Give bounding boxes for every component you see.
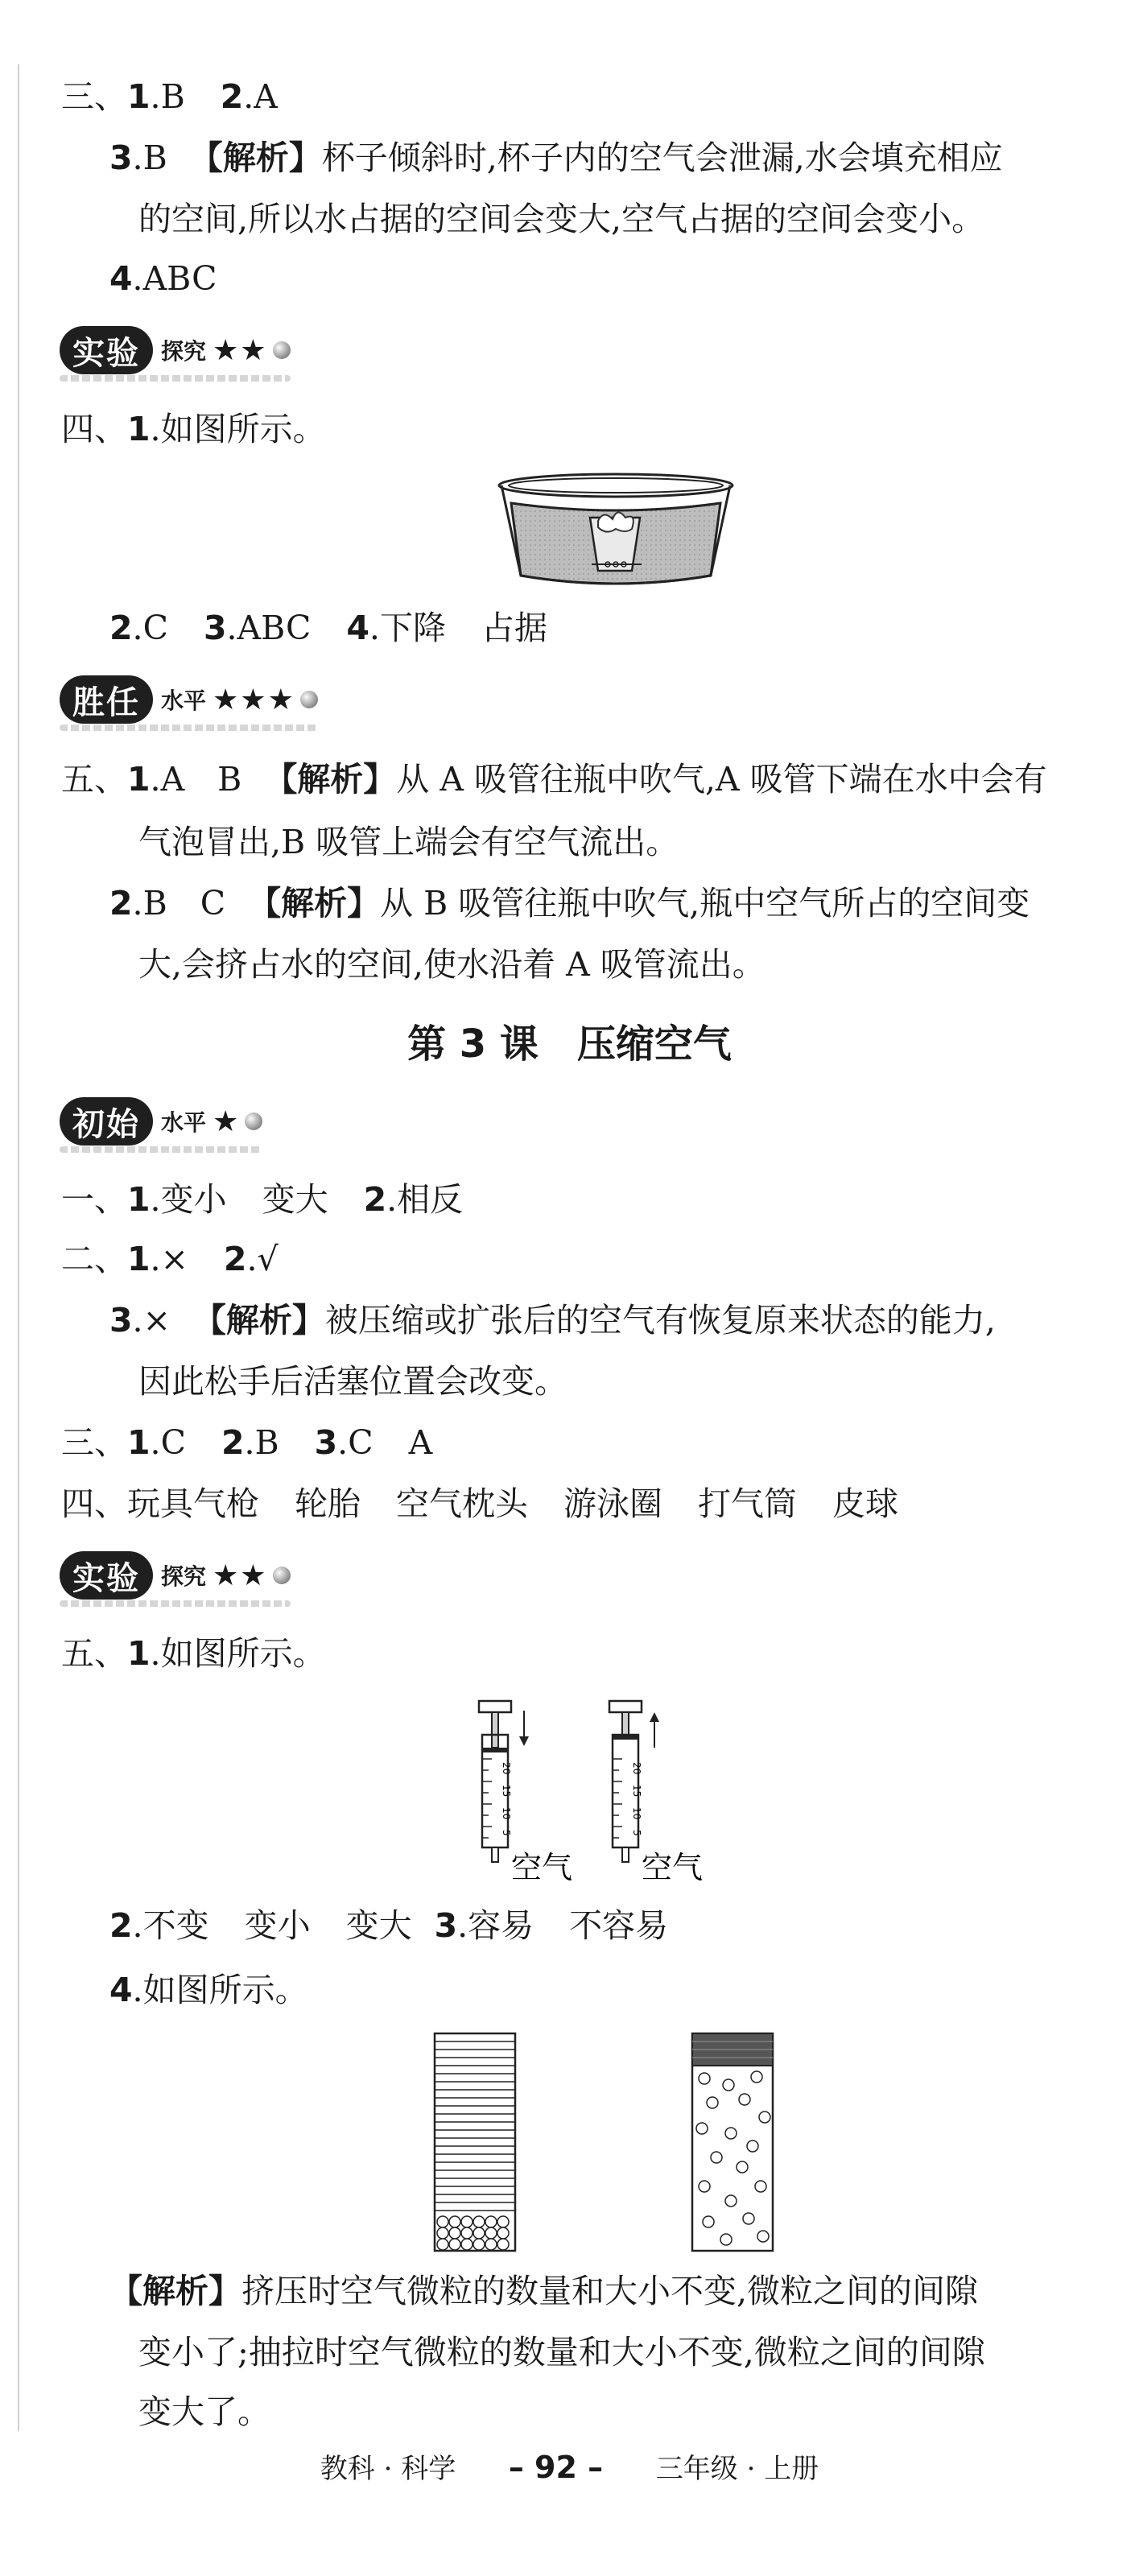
L3-s1: 一、1.变小 变大 2.相反 <box>61 1180 464 1219</box>
section-badge-experiment <box>60 324 291 377</box>
answer-item: 空气枕头 <box>396 1484 528 1523</box>
tick-label: 10 <box>501 1807 512 1820</box>
footer-grade: 三年级 · 上册 <box>655 2453 819 2485</box>
L3-s5-q1: 五、1.如图所示。 <box>61 1634 326 1673</box>
L3-s5-q4: 4.如图所示。 <box>109 1971 308 2009</box>
syringe-air-label: 空气 <box>511 1850 573 1885</box>
answer-item: 玩具气枪 <box>127 1484 259 1523</box>
expanded-tube <box>692 2033 773 2251</box>
tick-label: 5 <box>631 1830 642 1836</box>
s3-q3-cont: 的空间,所以水占据的空间会变大,空气占据的空间会变小。 <box>138 200 985 238</box>
badge-title: 初始 <box>60 1097 153 1146</box>
answer-item: 打气筒 <box>698 1484 797 1523</box>
s4-q2-q4: 2.C 3.ABC 4.下降 占据 <box>109 609 547 647</box>
badge-subtitle: 水平 <box>161 687 207 714</box>
L3-s2-q3: 3.× 【解析】被压缩或扩张后的空气有恢复原来状态的能力, <box>109 1301 996 1340</box>
s3-q3: 3.B 【解析】杯子倾斜时,杯子内的空气会泄漏,水会填充相应 <box>109 138 1003 177</box>
basin-cup-figure <box>495 471 737 592</box>
s3-q1-q2: 三、1.B 2.A <box>61 77 278 116</box>
L3-analysis-line1: 【解析】挤压时空气微粒的数量和大小不变,微粒之间的间隙 <box>109 2272 979 2310</box>
tick-label: 5 <box>501 1830 512 1836</box>
section-badge-competent <box>60 673 318 726</box>
star-rating: ★★ <box>213 1558 268 1592</box>
syringe-figure <box>471 1695 728 1888</box>
s3-q4: 4.ABC <box>109 259 217 298</box>
particle-figure <box>427 2029 805 2254</box>
tick-label: 10 <box>631 1807 642 1820</box>
wave-divider <box>60 1600 291 1607</box>
L3-s4: 四、玩具气枪 轮胎 空气枕头 游泳圈 打气筒 皮球 <box>61 1484 898 1523</box>
wave-divider <box>60 1146 262 1153</box>
wave-divider <box>60 375 291 382</box>
page-footer <box>0 2447 1139 2489</box>
s4-q1: 四、1.如图所示。 <box>61 410 326 448</box>
arrow-down-icon <box>519 1736 529 1746</box>
tick-label: 15 <box>631 1785 642 1798</box>
compressed-tube <box>435 2033 515 2251</box>
arrow-up-icon <box>650 1712 659 1722</box>
badge-subtitle: 探究 <box>161 1563 207 1590</box>
star-rating: ★★★ <box>213 683 295 716</box>
L3-s5-q2-q3: 2.不变 变小 变大 3.容易 不容易 <box>109 1906 669 1945</box>
tick-label: 20 <box>501 1762 512 1775</box>
s5-q2-cont: 大,会挤占水的空间,使水沿着 A 吸管流出。 <box>138 945 766 984</box>
wave-divider <box>60 724 318 731</box>
syringe-expand <box>609 1701 703 1885</box>
footer-subject: 教科 · 科学 <box>320 2453 456 2485</box>
s5-q2: 2.B C 【解析】从 B 吸管往瓶中吹气,瓶中空气所占的空间变 <box>109 884 1030 923</box>
s5-q1-cont: 气泡冒出,B 吸管上端会有空气流出。 <box>138 823 679 861</box>
L3-analysis-line2: 变小了;抽拉时空气微粒的数量和大小不变,微粒之间的间隙 <box>138 2333 985 2372</box>
tick-label: 15 <box>501 1785 512 1798</box>
answer-item: 皮球 <box>832 1484 898 1523</box>
badge-subtitle: 水平 <box>161 1109 207 1136</box>
badge-title: 实验 <box>60 326 153 374</box>
syringe-air-label: 空气 <box>642 1850 704 1885</box>
tick-label: 20 <box>631 1762 642 1775</box>
lesson-title: 第 3 课 压缩空气 <box>407 1022 732 1067</box>
badge-title: 实验 <box>60 1551 153 1600</box>
L3-s3: 三、1.C 2.B 3.C A <box>61 1423 433 1462</box>
answer-item: 轮胎 <box>295 1484 361 1523</box>
bubble-icon <box>300 691 318 708</box>
L3-analysis-line3: 变大了。 <box>138 2392 270 2431</box>
badge-subtitle: 探究 <box>161 338 207 365</box>
L3-s2-q3-cont: 因此松手后活塞位置会改变。 <box>138 1362 567 1401</box>
section-badge-experiment-2 <box>60 1549 291 1602</box>
answer-item: 游泳圈 <box>563 1484 662 1523</box>
page-number: – 92 – <box>508 2450 604 2485</box>
star-rating: ★ <box>213 1104 241 1138</box>
syringe-compress <box>479 1701 572 1885</box>
bubble-icon <box>273 1567 291 1584</box>
L3-s2: 二、1.× 2.√ <box>61 1240 279 1278</box>
bubble-icon <box>245 1113 262 1130</box>
section-badge-initial <box>60 1095 262 1148</box>
star-rating: ★★ <box>213 333 268 367</box>
s5-q1: 五、1.A B 【解析】从 A 吸管往瓶中吹气,A 吸管下端在水中会有 <box>61 760 1047 799</box>
badge-title: 胜任 <box>60 675 153 724</box>
bubble-icon <box>273 341 291 359</box>
